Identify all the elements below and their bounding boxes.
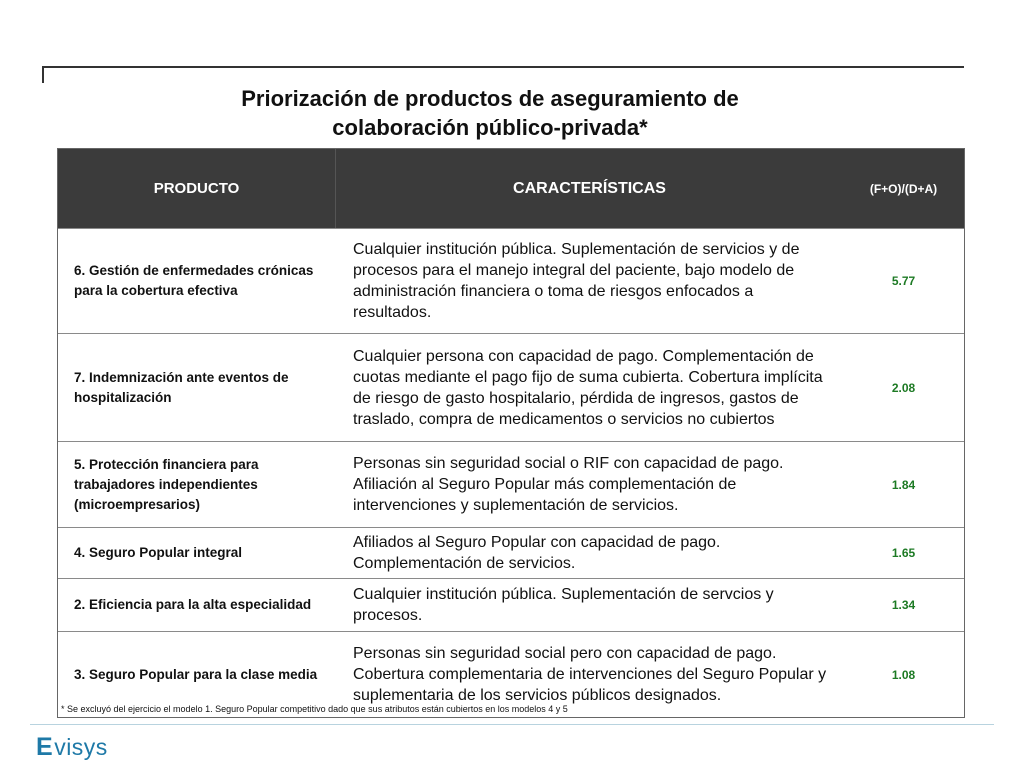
score-cell: 5.77 <box>891 274 916 288</box>
score-cell: 1.34 <box>891 598 916 612</box>
product-cell: 3. Seguro Popular para la clase media <box>74 666 318 682</box>
characteristics-cell: Cualquier persona con capacidad de pago. Complementación de cuotas mediante el pago fijo de suma cubierta. Cobertura implícita de riesgo de gasto hospitalario, pérdida de ingresos, gastos de traslado, compra de medicamentos o servicios no cubiertos <box>353 347 823 428</box>
product-cell: 6. Gestión de enfermedades crónicas para la cobertura efectiva <box>74 263 314 298</box>
table-row <box>58 578 964 631</box>
characteristics-cell: Personas sin seguridad social o RIF con capacidad de pago. Afiliación al Seguro Popular más complementación de intervenciones y suplementación de servicios. <box>353 455 784 514</box>
prioritization-table <box>57 148 965 718</box>
characteristics-cell: Afiliados al Seguro Popular con capacidad de pago. Complementación de servicios. <box>353 534 721 572</box>
product-cell: 2. Eficiencia para la alta especialidad <box>74 597 312 612</box>
footnote: * Se excluyó del ejercicio el modelo 1. Seguro Popular competitivo dado que sus atributos están cubiertos en los modelos 4 y 5 <box>61 704 568 714</box>
table-row <box>58 228 964 333</box>
table-row <box>58 527 964 578</box>
evisys-logo <box>36 732 108 762</box>
page-title-line2: colaboración público-privada* <box>332 115 648 140</box>
evisys-logo-mark: E <box>36 732 54 761</box>
score-cell: 1.08 <box>891 667 916 682</box>
page-title <box>60 84 920 142</box>
score-cell: 2.08 <box>891 380 916 395</box>
header-characteristics: CARACTERÍSTICAS <box>335 149 843 228</box>
bottom-rule <box>30 724 994 725</box>
table-row <box>58 333 964 441</box>
table-row <box>58 441 964 527</box>
top-rule-tick <box>42 66 44 83</box>
characteristics-cell: Personas sin seguridad social pero con capacidad de pago. Cobertura complementaria de intervenciones del Seguro Popular y suplementaria de los servicios públicos designados. <box>353 645 827 704</box>
score-cell: 1.84 <box>891 477 916 492</box>
header-product: PRODUCTO <box>153 180 240 197</box>
table-header <box>58 149 964 228</box>
top-rule <box>42 66 964 68</box>
score-cell: 1.65 <box>891 546 916 560</box>
product-cell: 5. Protección financiera para trabajadores independientes (microempresarios) <box>74 456 259 512</box>
header-score: (F+O)/(D+A) <box>869 181 938 196</box>
characteristics-cell: Cualquier institución pública. Suplementación de servicios y de procesos para el manejo integral del paciente, bajo modelo de administración financiera o toma de riesgos enfocados a resultados. <box>353 241 800 321</box>
evisys-logo-text: visys <box>54 733 108 760</box>
characteristics-cell: Cualquier institución pública. Suplementación de servcios y procesos. <box>353 586 774 624</box>
product-cell: 7. Indemnización ante eventos de hospitalización <box>74 369 289 405</box>
product-cell: 4. Seguro Popular integral <box>74 545 243 560</box>
page-title-line1: Priorización de productos de aseguramiento de <box>241 86 739 111</box>
